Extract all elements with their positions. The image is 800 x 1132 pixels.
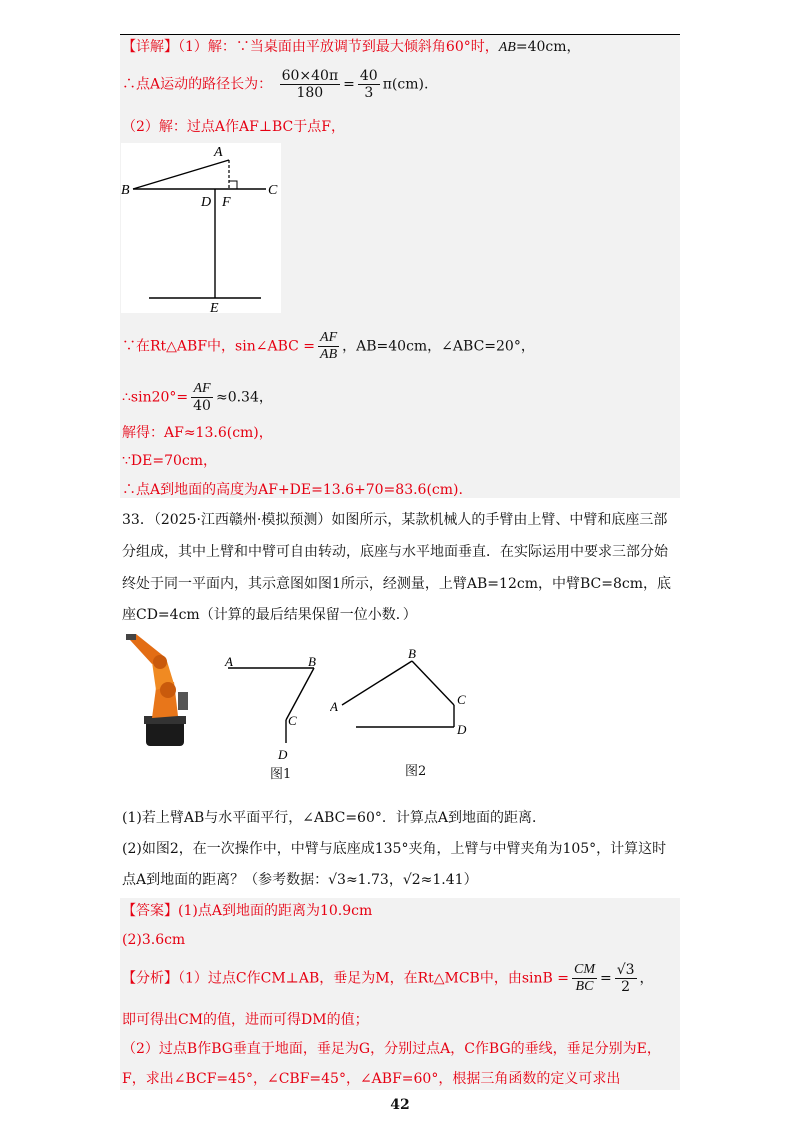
detail-line-2-text: ∴点A运动的路径长为： [122, 76, 273, 93]
fig2-label-b: B [408, 646, 416, 661]
fraction-cm-bc-den: BC [575, 979, 594, 994]
analysis-line-4: F，求出∠BCF=45°，∠CBF=45°，∠ABF=60°，根据三角函数的定义可求出 [122, 1071, 621, 1087]
label-b: B [121, 183, 130, 198]
q33-subquestion-3: 点A到地面的距离？（参考数据：√3≈1.73，√2≈1.41） [122, 872, 478, 888]
fraction-1-num: 60×40π [281, 68, 339, 84]
answer-line-1 [122, 901, 372, 921]
fraction-af-40 [191, 381, 213, 414]
detail-line-4 [122, 330, 535, 363]
label-a: A [214, 145, 223, 160]
fraction-af-40-num: AF [191, 381, 213, 398]
q33-subquestion-1: (1)若上臂AB与水平面平行，∠ABC=60°．计算点A到地面的距离． [122, 810, 546, 826]
answer-1: (1)点A到地面的距离为10.9cm [178, 903, 373, 919]
analysis-line-1 [122, 962, 654, 995]
detail-line-1-post: =40cm， [515, 39, 581, 55]
fraction-1 [280, 68, 341, 101]
fraction-af-ab-num: AF [320, 330, 338, 345]
robot-arm-photo [122, 632, 202, 750]
fraction-2-den: 3 [364, 85, 374, 101]
detail-line-1-text: （1）解：∵当桌面由平放调节到最大倾斜角60°时， [178, 39, 499, 55]
answer-tag: 【答案】 [122, 903, 178, 919]
fraction-sqrt3-2-den: 2 [621, 979, 631, 995]
figure-1-caption: 图1 [270, 767, 292, 782]
detail-tag: 【详解】 [122, 39, 178, 55]
fraction-af-ab-den: AB [320, 347, 338, 362]
desk-diagram [121, 143, 281, 313]
fig2-label-a: A [330, 699, 338, 714]
fig1-label-c: C [288, 713, 297, 728]
detail-line-1 [122, 37, 581, 58]
detail-line-4-post: ，AB=40cm，∠ABC=20°， [342, 338, 535, 355]
answer-line-2: (2)3.6cm [122, 932, 186, 948]
page-number: 42 [390, 1097, 410, 1113]
detail-line-5-pre: ∴sin20°= [122, 389, 189, 406]
detail-ab: AB [498, 40, 516, 55]
fraction-cm-bc-num: CM [573, 962, 595, 977]
label-c: C [268, 183, 278, 198]
fraction-af-ab [318, 330, 339, 363]
detail-line-4-pre: ∵在Rt△ABF中，sin∠ABC = [122, 338, 316, 355]
detail-line-5 [122, 381, 273, 414]
figure-1 [220, 648, 330, 768]
figure-2 [330, 645, 480, 745]
detail-line-7: ∵DE=70cm， [122, 453, 218, 469]
q33-paragraph-1: 33．（2025·江西赣州·模拟预测）如图所示，某款机械人的手臂由上臂、中臂和底座三部 [122, 512, 668, 528]
q33-paragraph-4: 座CD=4cm（计算的最后结果保留一位小数．） [122, 607, 417, 623]
analysis-line-1-pre: （1）过点C作CM⊥AB，垂足为M，在Rt△MCB中，由sinB = [178, 970, 569, 987]
analysis-eq: = [599, 970, 612, 987]
label-f: F [222, 195, 231, 210]
figure-2-caption: 图2 [405, 764, 427, 779]
q33-paragraph-2: 分组成，其中上臂和中臂可自由转动，底座与水平地面垂直．在实际运用中要求三部分始 [122, 544, 668, 560]
detail-line-6: 解得：AF≈13.6(cm)， [122, 425, 273, 441]
fig1-label-b: B [308, 654, 316, 669]
detail-line-2: ∴点A运动的路径长为： $\frac{60\times 40\pi}{180}$ = $\frac{40}{3}$ π(cm). [122, 68, 429, 101]
analysis-line-1-post: ， [639, 970, 654, 987]
fraction-sqrt3-2 [615, 962, 637, 995]
q33-subquestion-2: (2)如图2，在一次操作中，中臂与底座成135°夹角，上臂与中臂夹角为105°，计算这时 [122, 841, 667, 857]
fig1-label-a: A [225, 654, 233, 669]
fig2-ab [342, 661, 412, 705]
analysis-tag: 【分析】 [122, 970, 178, 987]
fig2-label-c: C [457, 692, 466, 707]
q33-paragraph-3: 终处于同一平面内，其示意图如图1所示，经测量，上臂AB=12cm，中臂BC=8cm，底 [122, 576, 671, 592]
detail-line-5-post: ≈0.34， [215, 389, 273, 406]
fraction-af-40-den: 40 [193, 398, 211, 414]
fig2-bc [412, 661, 454, 705]
fraction-cm-bc [572, 962, 597, 995]
fraction-2 [358, 68, 380, 101]
analysis-line-3: （2）过点B作BG垂直于地面，垂足为G，分别过点A，C作BG的垂线，垂足分别为E， [122, 1041, 661, 1057]
detail-line-2-post: π(cm). [382, 76, 429, 93]
fig2-label-d: D [457, 722, 467, 737]
fraction-2-num: 40 [359, 68, 378, 84]
fraction-sqrt3-2-num: √3 [616, 962, 635, 978]
label-d: D [201, 195, 212, 210]
label-e: E [210, 301, 219, 313]
detail-line-8: ∴点A到地面的高度为AF+DE=13.6+70=83.6(cm). [122, 482, 463, 498]
detail-line-3: （2）解：过点A作AF⊥BC于点F， [122, 119, 345, 135]
fig1-label-d: D [278, 747, 288, 762]
analysis-line-2: 即可得出CM的值，进而可得DM的值； [122, 1012, 369, 1028]
fraction-1-den: 180 [296, 85, 324, 101]
